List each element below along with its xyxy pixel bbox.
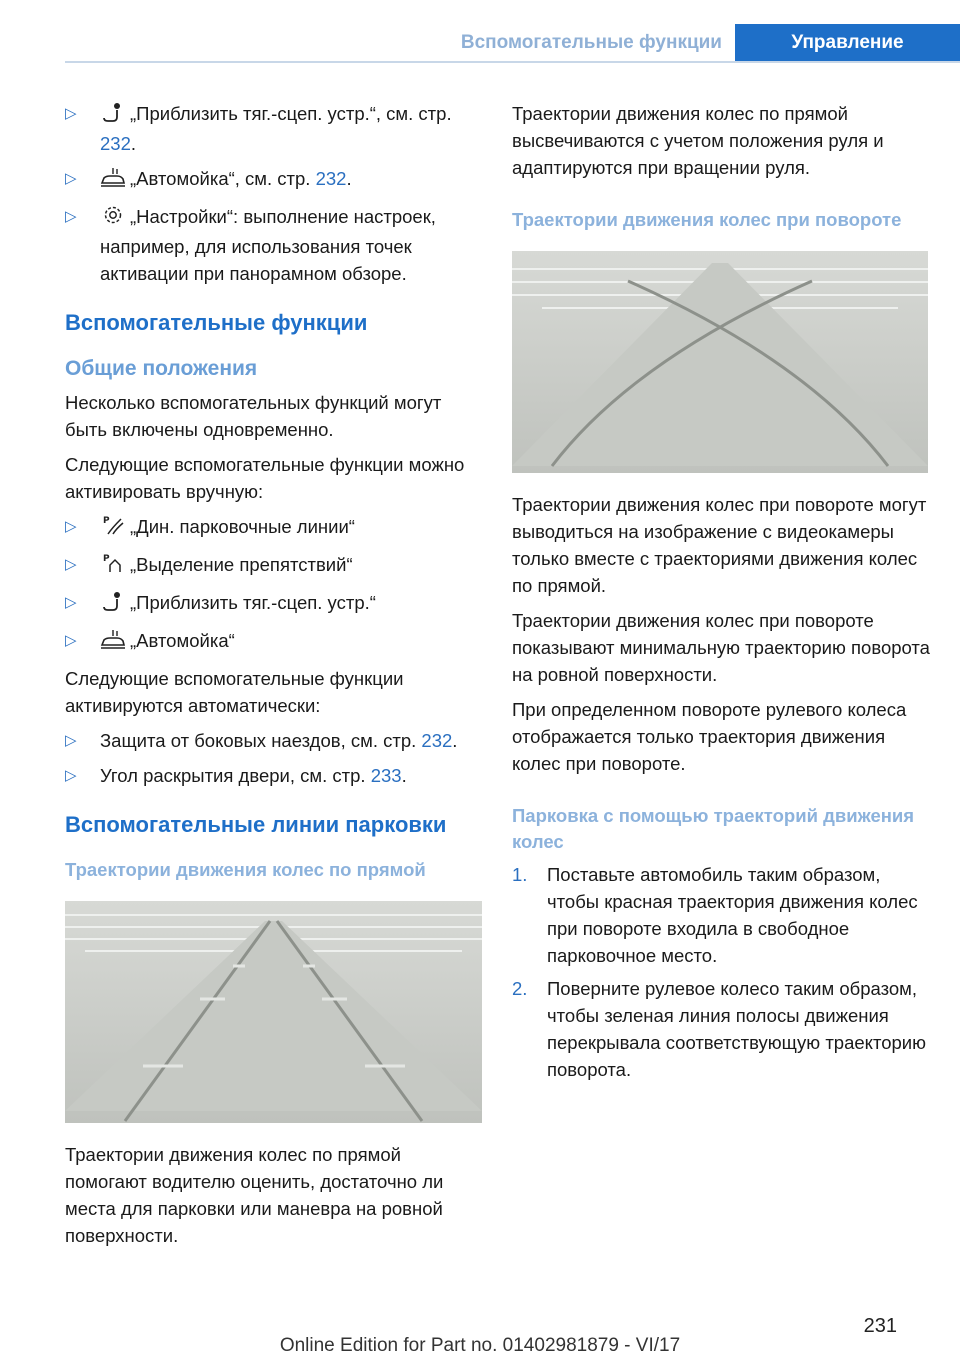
paragraph: Траектории движения колес при повороте показывают минимальную траекторию поворота на ровной поверхности. <box>512 610 930 685</box>
left-column <box>65 100 482 1257</box>
subsection-heading: Траектории движения колес по прямой <box>65 859 426 880</box>
list-item <box>65 100 482 157</box>
list-item-text: Угол раскрытия двери, см. стр. <box>100 765 371 786</box>
list-item <box>65 589 482 619</box>
step-number: 1. <box>512 864 528 885</box>
straight-trajectory-image <box>65 901 482 1123</box>
subsection-heading: Общие положения <box>65 357 258 380</box>
car-wash-icon <box>100 166 126 195</box>
triangle-bullet-icon: ▷ <box>65 556 77 573</box>
triangle-bullet-icon: ▷ <box>65 105 77 122</box>
numbered-step <box>512 861 932 969</box>
section-heading: Вспомогательные функции <box>65 310 368 335</box>
list-item <box>65 203 482 287</box>
section-heading: Вспомогательные линии парковки <box>65 812 447 837</box>
page-number: 231 <box>863 1315 897 1337</box>
running-header-section: Вспомогательные функции <box>460 32 722 53</box>
punctuation: . <box>346 168 352 189</box>
turning-trajectory-image <box>512 251 928 473</box>
svg-text:P: P <box>103 554 110 564</box>
car-wash-icon <box>100 628 126 657</box>
list-item <box>65 513 482 543</box>
paragraph: Несколько вспомогательных функций могут быть включены одновременно. <box>65 392 442 440</box>
punctuation: . <box>401 765 407 786</box>
paragraph: Следующие вспомогательные функции активируются автоматически: <box>65 668 404 716</box>
edition-footer: Online Edition for Part no. 01402981879 - VI/17 <box>279 1335 681 1356</box>
list-item-text: „Автомойка“, см. стр. <box>130 168 316 189</box>
numbered-step <box>512 975 932 1083</box>
triangle-bullet-icon: ▷ <box>65 767 77 784</box>
step-text: Поверните рулевое колесо таким образом, чтобы зеленая линия полосы движения перекрывала соответствующую траекторию поворота. <box>547 978 927 1080</box>
page-reference-link[interactable]: 232 <box>421 730 453 751</box>
punctuation: . <box>452 730 458 751</box>
list-item-text: „Автомойка“ <box>130 630 235 651</box>
paragraph: Траектории движения колес по прямой высвечиваются с учетом положения руля и адаптируются при вращении руля. <box>512 103 884 178</box>
step-number: 2. <box>512 978 528 999</box>
triangle-bullet-icon: ▷ <box>65 518 77 535</box>
list-item-text: Защита от боковых наездов, см. стр. <box>100 730 422 751</box>
list-item <box>65 762 482 789</box>
triangle-bullet-icon: ▷ <box>65 208 77 225</box>
triangle-bullet-icon: ▷ <box>65 632 77 649</box>
page-reference-link[interactable]: 232 <box>315 168 347 189</box>
list-item-text: „Дин. парковочные линии“ <box>130 516 355 537</box>
settings-gear-icon <box>100 204 126 233</box>
list-item <box>65 627 482 657</box>
triangle-bullet-icon: ▷ <box>65 170 77 187</box>
list-item-text: „Приблизить тяг.-сцеп. устр.“ <box>130 592 376 613</box>
right-column <box>512 100 932 1089</box>
trailer-hitch-icon <box>100 101 126 130</box>
paragraph: При определенном повороте рулевого колеса отображается только траектория движения колес при повороте. <box>512 699 907 774</box>
page-reference-link[interactable]: 233 <box>370 765 402 786</box>
paragraph: Траектории движения колес по прямой помогают водителю оценить, достаточно ли места для парковки или маневра на ровной поверхности. <box>65 1144 444 1246</box>
subsection-heading: Парковка с помощью траекторий движения колес <box>512 805 915 852</box>
subsection-heading: Траектории движения колес при повороте <box>512 209 902 230</box>
triangle-bullet-icon: ▷ <box>65 594 77 611</box>
punctuation: . <box>130 133 137 154</box>
list-item <box>65 727 482 754</box>
list-item-text: „Выделение препятствий“ <box>130 554 353 575</box>
list-item <box>65 551 482 581</box>
svg-text:P: P <box>103 516 110 526</box>
trailer-hitch-icon <box>100 590 126 619</box>
step-text: Поставьте автомобиль таким образом, чтобы красная траектория движения колес при повороте входила в свободное парковочное место. <box>547 864 918 966</box>
paragraph: Следующие вспомогательные функции можно активировать вручную: <box>65 454 465 502</box>
list-item-text: „Приблизить тяг.-сцеп. устр.“, см. стр. <box>130 103 452 124</box>
page-reference-link[interactable]: 232 <box>100 133 131 154</box>
running-header-chapter-tab: Управление <box>735 24 960 62</box>
obstacle-marking-icon <box>100 552 126 581</box>
triangle-bullet-icon: ▷ <box>65 732 77 749</box>
dynamic-parking-lines-icon <box>100 514 126 543</box>
list-item <box>65 165 482 195</box>
header-rule <box>65 61 960 63</box>
list-item-text: „Настройки“: выполнение настроек, например, для использования точек активации при панорамном обзоре. <box>100 206 436 284</box>
paragraph: Траектории движения колес при повороте могут выводиться на изображение с видеокамеры только вместе с траекториями движения колес по прямой. <box>512 494 927 596</box>
